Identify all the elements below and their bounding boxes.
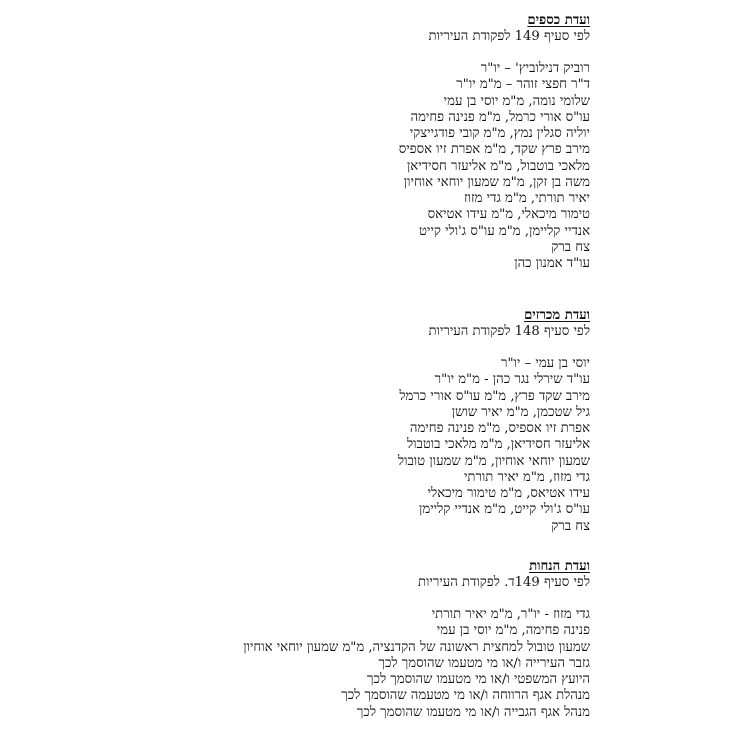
member-line: יוליה סגלין נמץ, מ"מ קובי פודגייצקי (409, 126, 590, 141)
member-line: מירב שקד פרץ, מ"מ עו"ס אורי כרמל (399, 388, 590, 404)
member-list (30, 607, 590, 721)
member-line: מירב פרץ שקד, מ"מ אפרת זיו אספיס (398, 142, 590, 158)
member-line: ד"ר חפצי זוהר – מ"מ יו"ר (456, 77, 590, 93)
member-line: מלאכי בוטבול, מ"מ אליעזר חסידיאן (406, 158, 590, 174)
section-title: ועדת כספים (527, 13, 590, 28)
member-line: גיל שטכמן, מ"מ יאיר שושן (451, 404, 590, 420)
member-line: היועץ המשפטי ו/או מי מטעמו שהוסמך לכך (367, 672, 590, 687)
member-line: גזבר העירייה ו/או מי מטעמו שהוסמך לכך (378, 655, 590, 671)
member-list (30, 61, 590, 272)
member-line: מנהלת אגף הרווחה ו/או מי מטעמה שהוסמך לכך (341, 688, 590, 704)
member-line: מנהל אגף הגבייה ו/או מי מטעמו שהוסמך לכך (356, 704, 590, 720)
member-line: גדי מזוז - יו"ר, מ"מ יאיר תורתי (431, 607, 590, 622)
section-subtitle: לפי סעיף 149 לפקודת העיריות (428, 29, 590, 44)
member-line: משה בן זקן, מ"מ שמעון יוחאי אוחיון (403, 174, 590, 190)
member-line: שמעון יוחאי אוחיון, מ"מ שמעון טובול (397, 453, 590, 469)
member-line: עו"ד שירלי נגר כהן - מ"מ יו"ר (434, 372, 590, 388)
member-line: יאיר תורתי, מ"מ גדי מזוז (463, 191, 590, 206)
member-line: עו"ס אורי כרמל, מ"מ פנינה פחימה (410, 109, 590, 125)
member-line: צח ברק (551, 518, 590, 534)
member-line: אנדיי קליימן, מ"מ עו"ס ג'ולי קייט (419, 223, 590, 239)
member-line: שמעון טובול למחצית ראשונה של הקדנציה, מ"מ שמעון יוחאי אוחיון (243, 639, 590, 655)
member-line: צח ברק (551, 239, 590, 255)
member-line: עו"ד אמנון כהן (514, 256, 590, 271)
member-line: יוסי בן עמי – יו"ר (501, 356, 590, 371)
finance-committee-section (30, 13, 590, 272)
member-line: עידו אטיאס, מ"מ טימור מיכאלי (427, 486, 590, 501)
tenders-committee-section (30, 308, 590, 535)
member-line: עו"ס ג'ולי קייט, מ"מ אנדיי קליימן (419, 502, 590, 518)
member-line: שלומי נומה, מ"מ יוסי בן עמי (443, 93, 590, 109)
section-title: ועדת הנחות (529, 559, 590, 574)
section-subtitle: לפי סעיף 148 לפקודת העיריות (428, 324, 590, 339)
section-subtitle: לפי סעיף 149ד. לפקודת העיריות (417, 575, 590, 590)
member-line: אליעזר חסידיאן, מ"מ מלאכי בוטבול (406, 437, 590, 453)
discounts-committee-section (30, 559, 590, 721)
member-line: טימור מיכאלי, מ"מ עידו אטיאס (427, 207, 590, 223)
section-title: ועדת מכרזים (524, 308, 590, 323)
member-line: אפרת זיו אספיס, מ"מ פנינה פחימה (409, 421, 590, 436)
member-line: פנינה פחימה, מ"מ יוסי בן עמי (436, 623, 590, 639)
member-line: גדי מזוז, מ"מ יאיר תורתי (463, 469, 590, 485)
member-list (30, 356, 590, 535)
member-line: רוביק דנילוביץ' – יו"ר (480, 61, 590, 76)
